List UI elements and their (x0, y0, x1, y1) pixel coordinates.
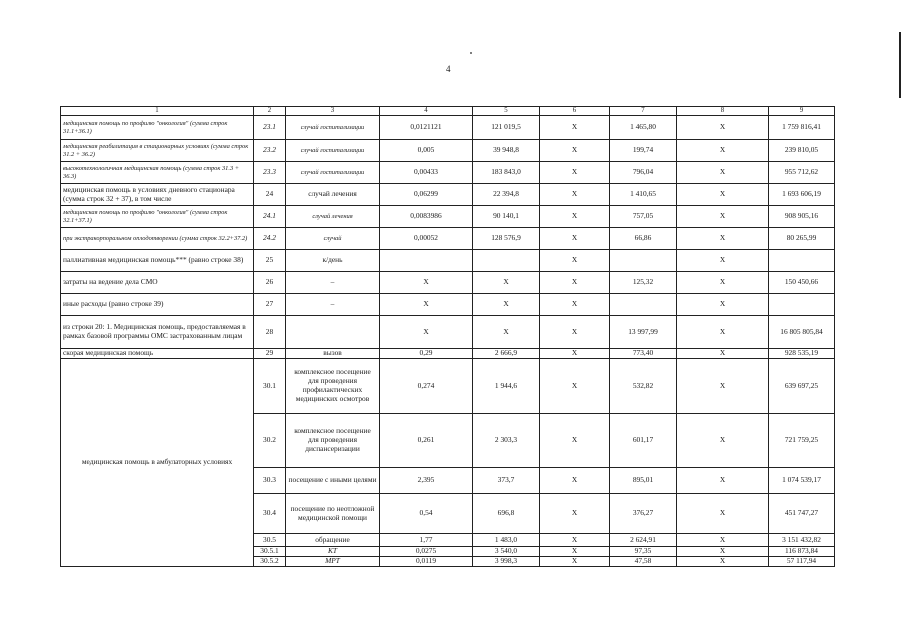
value-cell: 0,00052 (380, 228, 473, 250)
row-code-cell: 30.5.2 (254, 556, 286, 566)
value-cell: 532,82 (610, 359, 677, 414)
value-cell: 908 905,16 (769, 206, 835, 228)
value-cell (769, 294, 835, 316)
value-cell: X (677, 547, 769, 557)
table-row (61, 272, 835, 294)
page-number: 4 (446, 64, 451, 74)
value-cell: X (540, 250, 610, 272)
row-unit-cell: случай лечения (286, 206, 380, 228)
value-cell: X (540, 316, 610, 349)
value-cell: X (540, 547, 610, 557)
tariff-table (60, 106, 835, 567)
row-unit-cell: случай лечения (286, 184, 380, 206)
value-cell (769, 250, 835, 272)
value-cell: 1 483,0 (473, 534, 540, 547)
value-cell: X (540, 556, 610, 566)
row-unit-cell: вызов (286, 349, 380, 359)
value-cell: 696,8 (473, 494, 540, 534)
value-cell: X (540, 206, 610, 228)
value-cell: 0,005 (380, 140, 473, 162)
value-cell: 0,0119 (380, 556, 473, 566)
row-name-cell: медицинская реабилитация в стационарных условиях (сумма строк 31.2 + 36.2) (61, 140, 254, 162)
value-cell: 1 410,65 (610, 184, 677, 206)
row-code-cell: 28 (254, 316, 286, 349)
value-cell: 0,0121121 (380, 116, 473, 140)
scan-speck (470, 52, 472, 54)
value-cell: 3 998,3 (473, 556, 540, 566)
value-cell (610, 250, 677, 272)
value-cell: 0,06299 (380, 184, 473, 206)
row-code-cell: 30.4 (254, 494, 286, 534)
value-cell: 22 394,8 (473, 184, 540, 206)
value-cell: 796,04 (610, 162, 677, 184)
value-cell: X (380, 316, 473, 349)
row-unit-cell: – (286, 272, 380, 294)
value-cell: 2 624,91 (610, 534, 677, 547)
value-cell: X (677, 359, 769, 414)
value-cell: 1 074 539,17 (769, 468, 835, 494)
row-name-cell: медицинская помощь по профилю "онкология" (сумма строк 31.1+36.1) (61, 116, 254, 140)
value-cell: X (540, 349, 610, 359)
value-cell (610, 294, 677, 316)
row-code-cell: 30.1 (254, 359, 286, 414)
value-cell: X (380, 272, 473, 294)
value-cell: X (677, 316, 769, 349)
value-cell: 0,261 (380, 414, 473, 468)
row-unit-cell: посещение по неотложной медицинской помощи (286, 494, 380, 534)
table-row (61, 206, 835, 228)
value-cell: 97,35 (610, 547, 677, 557)
value-cell: X (677, 184, 769, 206)
value-cell: 13 997,99 (610, 316, 677, 349)
value-cell: X (380, 294, 473, 316)
row-code-cell: 30.5.1 (254, 547, 286, 557)
row-code-cell: 23.2 (254, 140, 286, 162)
value-cell: X (540, 294, 610, 316)
row-code-cell: 30.2 (254, 414, 286, 468)
value-cell: 1,77 (380, 534, 473, 547)
row-unit-cell: посещение с иными целями (286, 468, 380, 494)
value-cell: X (677, 468, 769, 494)
value-cell: 3 151 432,82 (769, 534, 835, 547)
table-body (61, 107, 835, 567)
column-header: 2 (254, 107, 286, 116)
value-cell: 121 019,5 (473, 116, 540, 140)
value-cell: 895,01 (610, 468, 677, 494)
column-header: 8 (677, 107, 769, 116)
value-cell: 66,86 (610, 228, 677, 250)
column-number-row (61, 107, 835, 116)
value-cell: X (473, 316, 540, 349)
value-cell: 928 535,19 (769, 349, 835, 359)
row-code-cell: 26 (254, 272, 286, 294)
row-code-cell: 24.2 (254, 228, 286, 250)
row-unit-cell: случай госпитализации (286, 116, 380, 140)
value-cell: 1 759 816,41 (769, 116, 835, 140)
value-cell: 116 873,84 (769, 547, 835, 557)
row-unit-cell: МРТ (286, 556, 380, 566)
value-cell: X (473, 272, 540, 294)
value-cell: X (677, 494, 769, 534)
value-cell: 376,27 (610, 494, 677, 534)
value-cell: 150 450,66 (769, 272, 835, 294)
page-edge-line (899, 32, 901, 98)
value-cell: 0,00433 (380, 162, 473, 184)
value-cell: 125,32 (610, 272, 677, 294)
value-cell: 1 944,6 (473, 359, 540, 414)
value-cell: X (540, 184, 610, 206)
value-cell: X (540, 162, 610, 184)
value-cell: X (677, 349, 769, 359)
value-cell: X (540, 468, 610, 494)
value-cell: 0,54 (380, 494, 473, 534)
row-unit-cell: к/день (286, 250, 380, 272)
row-name-cell: высокотехнологичная медицинская помощь (сумма строк 31.3 + 36.3) (61, 162, 254, 184)
value-cell: 0,274 (380, 359, 473, 414)
value-cell (473, 250, 540, 272)
row-unit-cell: комплексное посещение для проведения профилактических медицинских осмотров (286, 359, 380, 414)
value-cell: 0,0083986 (380, 206, 473, 228)
value-cell: X (677, 272, 769, 294)
row-name-cell: при экстракорпоральном оплодотворении (сумма строк 32.2+37.2) (61, 228, 254, 250)
row-code-cell: 24.1 (254, 206, 286, 228)
table-row (61, 349, 835, 359)
group-name-cell: медицинская помощь в амбулаторных условиях (61, 359, 254, 567)
row-unit-cell: КТ (286, 547, 380, 557)
table-row (61, 250, 835, 272)
column-header: 7 (610, 107, 677, 116)
value-cell: 1 693 606,19 (769, 184, 835, 206)
row-name-cell: медицинская помощь по профилю "онкология" (сумма строк 32.1+37.1) (61, 206, 254, 228)
table-row (61, 116, 835, 140)
row-name-cell: медицинская помощь в условиях дневного стационара (сумма строк 32 + 37), в том числе (61, 184, 254, 206)
row-unit-cell (286, 316, 380, 349)
row-code-cell: 23.1 (254, 116, 286, 140)
value-cell: 47,58 (610, 556, 677, 566)
value-cell: X (473, 294, 540, 316)
value-cell: 0,0275 (380, 547, 473, 557)
value-cell: X (677, 162, 769, 184)
value-cell (380, 250, 473, 272)
value-cell: 80 265,99 (769, 228, 835, 250)
value-cell: X (540, 140, 610, 162)
value-cell: X (677, 414, 769, 468)
value-cell: 39 948,8 (473, 140, 540, 162)
value-cell: X (677, 556, 769, 566)
value-cell: X (540, 228, 610, 250)
value-cell: X (677, 140, 769, 162)
table-row (61, 316, 835, 349)
value-cell: X (540, 272, 610, 294)
value-cell: X (677, 534, 769, 547)
value-cell: X (677, 250, 769, 272)
value-cell: X (540, 414, 610, 468)
value-cell: X (677, 228, 769, 250)
value-cell: X (677, 116, 769, 140)
row-unit-cell: обращение (286, 534, 380, 547)
column-header: 9 (769, 107, 835, 116)
value-cell: 2 303,3 (473, 414, 540, 468)
column-header: 1 (61, 107, 254, 116)
value-cell: 639 697,25 (769, 359, 835, 414)
table-row (61, 162, 835, 184)
row-code-cell: 25 (254, 250, 286, 272)
row-unit-cell: комплексное посещение для проведения диспансеризации (286, 414, 380, 468)
value-cell: 90 140,1 (473, 206, 540, 228)
value-cell: 757,05 (610, 206, 677, 228)
row-name-cell: из строки 20: 1. Медицинская помощь, предоставляемая в рамках базовой программы ОМС застрахованным лицам (61, 316, 254, 349)
value-cell: 373,7 (473, 468, 540, 494)
row-unit-cell: случай госпитализации (286, 140, 380, 162)
value-cell: X (540, 359, 610, 414)
row-unit-cell: случай (286, 228, 380, 250)
value-cell: 239 810,05 (769, 140, 835, 162)
value-cell: 0,29 (380, 349, 473, 359)
row-name-cell: иные расходы (равно строке 39) (61, 294, 254, 316)
value-cell: X (540, 116, 610, 140)
row-code-cell: 23.3 (254, 162, 286, 184)
column-header: 5 (473, 107, 540, 116)
row-code-cell: 30.3 (254, 468, 286, 494)
table-row (61, 228, 835, 250)
value-cell: 955 712,62 (769, 162, 835, 184)
column-header: 4 (380, 107, 473, 116)
value-cell: 3 540,0 (473, 547, 540, 557)
value-cell: 2,395 (380, 468, 473, 494)
value-cell: X (540, 534, 610, 547)
value-cell: 16 805 805,84 (769, 316, 835, 349)
value-cell: 721 759,25 (769, 414, 835, 468)
column-header: 6 (540, 107, 610, 116)
value-cell: X (677, 206, 769, 228)
value-cell: X (677, 294, 769, 316)
column-header: 3 (286, 107, 380, 116)
table-row (61, 294, 835, 316)
value-cell: 1 465,80 (610, 116, 677, 140)
row-unit-cell: – (286, 294, 380, 316)
value-cell: 773,40 (610, 349, 677, 359)
row-code-cell: 24 (254, 184, 286, 206)
row-unit-cell: случай госпитализации (286, 162, 380, 184)
value-cell: 57 117,94 (769, 556, 835, 566)
value-cell: 199,74 (610, 140, 677, 162)
table-row (61, 359, 835, 414)
row-code-cell: 27 (254, 294, 286, 316)
value-cell: 128 576,9 (473, 228, 540, 250)
value-cell: 451 747,27 (769, 494, 835, 534)
table-row (61, 184, 835, 206)
row-name-cell: затраты на ведение дела СМО (61, 272, 254, 294)
row-name-cell: скорая медицинская помощь (61, 349, 254, 359)
table-row (61, 140, 835, 162)
row-code-cell: 29 (254, 349, 286, 359)
value-cell: 183 843,0 (473, 162, 540, 184)
row-code-cell: 30.5 (254, 534, 286, 547)
value-cell: 601,17 (610, 414, 677, 468)
value-cell: X (540, 494, 610, 534)
row-name-cell: паллиативная медицинская помощь*** (равно строке 38) (61, 250, 254, 272)
value-cell: 2 666,9 (473, 349, 540, 359)
